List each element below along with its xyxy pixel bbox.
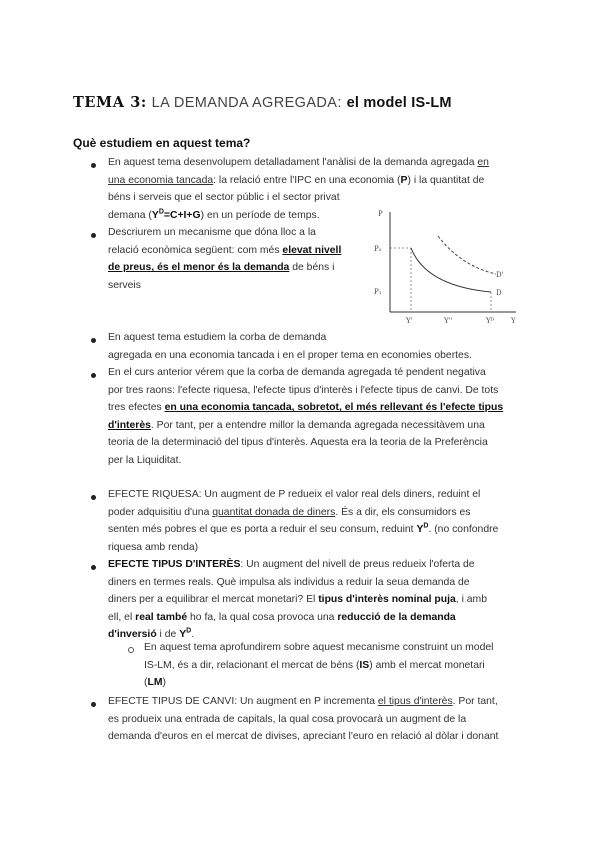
x-tick-yd: Yᴰ xyxy=(486,317,495,325)
sub-bullet-marker xyxy=(128,647,134,653)
list-item-b4: En el curs anterior vérem que la corba de demanda agregada té pendent negativa por tres raons: l'efecte riquesa, l'efecte tipus d'interès i l'efecte tipus de canvi. De tots tres efectes en una economia tancada, sobretot, el més rellevant és l'efecte tipus d'interès. Por tant, per a entendre millor la demanda agregada necessitàvem una teoria de la determinació del tipus d'interès. Aquesta era la teoria de la Preferència per la Liquiditat. xyxy=(108,367,504,466)
list-item-b7: EFECTE TIPUS DE CANVI: Un augment en P incrementa el tipus d'interès. Por tant, es produeix una entrada de capitals, la qual cosa provocarà un augment de la demanda d'euros en el mercat de divises, apreciant l'euro en relació al dòlar i donant xyxy=(108,696,499,743)
demand-curve-figure xyxy=(366,206,530,328)
curve-label-d: D xyxy=(496,289,502,297)
list-item-b2: Descriurem un mecanisme que dóna lloc a la relació econòmica següent: com més elevat nivell de preus, és el menor és la demanda de béns i serveis xyxy=(108,227,342,291)
demand-curve-d xyxy=(411,248,491,292)
bullet-marker xyxy=(91,495,96,500)
section-heading: Què estudiem en aquest tema? xyxy=(73,136,251,150)
demand-curve-d-prime xyxy=(438,236,496,274)
y-tick-p2: P₂ xyxy=(374,245,382,253)
x-axis-label: Y xyxy=(511,317,516,325)
title-model-name: el model IS-LM xyxy=(346,95,452,111)
list-item-b1: En aquest tema desenvolupem detalladament l'anàlisi de la demanda agregada en una economia tancada: la relació entre l'IPC en una economia (P) i la quantitat de béns i serveis que el sector públic i el sector privat demana $(Y^D=C+I+G)$ en un període de temps. xyxy=(108,157,489,221)
axes xyxy=(390,212,516,312)
y-axis-label: P xyxy=(378,210,383,218)
bullet-marker xyxy=(91,702,96,707)
bullet-marker xyxy=(91,233,96,238)
title-topic-number: TEMA 3: xyxy=(73,94,147,111)
list-item-b5: EFECTE RIQUESA: Un augment de P redueix el valor real dels diners, reduint el poder adquisitiu d'una quantitat donada de diners. És a dir, els consumidors es senten més pobres el que es porta a reduir el seu consum, reduint $Y^D$. (no confondre riquesa amb renda) xyxy=(108,489,499,553)
page-title xyxy=(73,94,452,111)
y-tick-p1: P₁ xyxy=(374,288,382,296)
list-item-b3: En aquest tema estudiem la corba de demanda agregada en una economia tancada i en el proper tema en economies obertes. xyxy=(108,332,472,361)
title-topic-name: LA DEMANDA AGREGADA: xyxy=(151,95,342,111)
list-item-b6-sub: En aquest tema aprofundirem sobre aquest mecanisme construint un model IS-LM, és a dir, relacionant el mercat de béns (IS) amb el mercat monetari (LM) xyxy=(144,642,494,689)
x-tick-y2: Y'' xyxy=(444,317,453,325)
bullet-marker xyxy=(91,565,96,570)
bullet-marker xyxy=(91,338,96,343)
x-tick-y1: Y' xyxy=(406,317,413,325)
curve-label-d-prime: D' xyxy=(496,271,504,279)
bullet-marker xyxy=(91,373,96,378)
guide-lines xyxy=(390,248,491,312)
bullet-marker xyxy=(91,163,96,168)
list-item-b6: EFECTE TIPUS D'INTERÈS: Un augment del nivell de preus redueix l'oferta de diners en termes reals. Què impulsa als individus a reduir la seua demanda de diners per a equilibrar el mercat monetari? El tipus d'interès nominal puja, i amb ell, el real també ho fa, la qual cosa provoca una reducció de la demanda d'inversió i de $Y^D$. xyxy=(108,559,487,641)
